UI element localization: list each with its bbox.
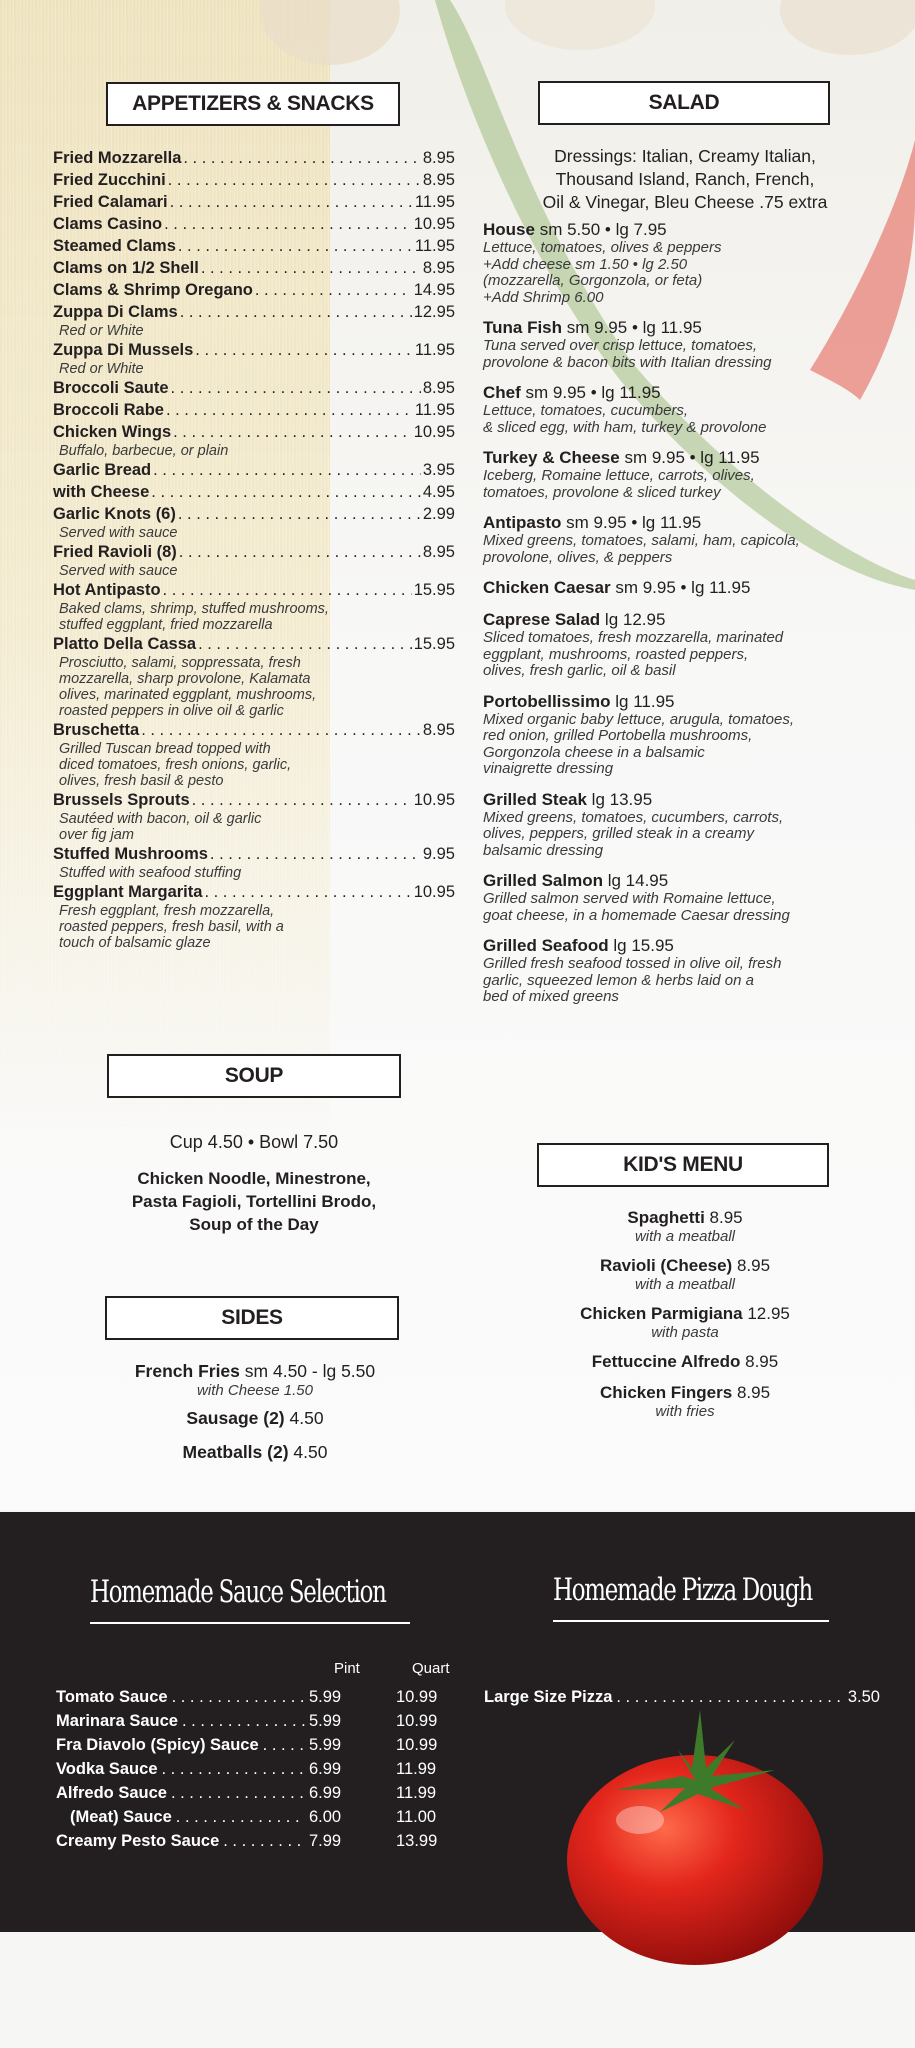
salad-name: Caprese Salad	[483, 610, 601, 629]
appetizer-name: Chicken Wings	[53, 423, 172, 441]
kids-name: Spaghetti	[627, 1208, 705, 1227]
sauce-name: Tomato Sauce	[56, 1688, 168, 1706]
sauce-list	[56, 1685, 456, 1853]
salad-price: lg 14.95	[607, 871, 669, 890]
appetizer-name: Garlic Knots (6)	[53, 505, 176, 523]
salad-dressings: Dressings: Italian, Creamy Italian, Thousand Island, Ranch, French, Oil & Vinegar, Bleu Cheese .75 extra	[542, 146, 828, 212]
appetizer-desc: Served with sauce	[59, 563, 178, 579]
appetizer-leader-dots	[164, 213, 412, 235]
sauce-col-pint: Pint	[334, 1660, 360, 1677]
soup-list: Chicken Noodle, Minestrone, Pasta Fagioli, Tortellini Brodo, Soup of the Day	[131, 1169, 377, 1234]
appetizer-item	[53, 633, 455, 719]
salad-price: sm 9.95 • lg 11.95	[566, 513, 702, 532]
appetizer-leader-dots	[166, 399, 413, 421]
salad-header: SALAD	[538, 81, 830, 125]
appetizer-item	[53, 399, 455, 421]
appetizer-item	[53, 719, 455, 789]
appetizer-desc: Fresh eggplant, fresh mozzarella, roasted peppers, fresh basil, with a touch of balsamic glaze	[59, 903, 284, 951]
appetizer-desc: Red or White	[59, 361, 144, 377]
sauce-row	[56, 1733, 456, 1757]
sauce-quart-price: 11.00	[396, 1808, 437, 1826]
sauce-quart-price: 11.99	[396, 1784, 437, 1802]
kids-name: Ravioli (Cheese)	[599, 1256, 733, 1275]
salad-item	[483, 577, 903, 598]
sauce-pint-price: 5.99	[309, 1712, 342, 1730]
salad-item	[483, 382, 903, 436]
appetizer-name: Fried Mozzarella	[53, 149, 182, 167]
kids-item	[520, 1255, 850, 1293]
salad-name: Antipasto	[483, 513, 562, 532]
kids-title	[520, 1207, 850, 1228]
appetizer-row	[53, 541, 455, 563]
appetizer-leader-dots	[153, 459, 421, 481]
salad-title	[483, 219, 903, 240]
sauce-pint-price: 5.99	[309, 1736, 342, 1754]
sauce-name: Fra Diavolo (Spicy) Sauce	[56, 1736, 259, 1754]
appetizer-price: 15.95	[413, 581, 455, 599]
appetizers-list	[53, 147, 455, 951]
pizza-row	[484, 1685, 880, 1709]
salad-price: sm 9.95 • lg 11.95	[624, 448, 760, 467]
appetizer-item	[53, 459, 455, 481]
sauce-row	[56, 1781, 456, 1805]
sides-sausage	[60, 1407, 450, 1429]
salad-price: sm 9.95 • lg 11.95	[615, 578, 751, 597]
sides-fries-sub: with Cheese 1.50	[197, 1382, 313, 1399]
kids-price: 8.95	[745, 1352, 779, 1371]
appetizers-header: APPETIZERS & SNACKS	[106, 82, 400, 126]
appetizer-price: 10.95	[413, 423, 455, 441]
appetizer-leader-dots	[198, 633, 412, 655]
appetizer-name: Fried Zucchini	[53, 171, 166, 189]
salad-title	[483, 609, 903, 630]
salad-title	[483, 691, 903, 712]
appetizer-desc: Buffalo, barbecue, or plain	[59, 443, 229, 459]
salad-desc: Iceberg, Romaine lettuce, carrots, olives, tomatoes, provolone & sliced turkey	[483, 467, 755, 501]
sauce-row	[56, 1709, 456, 1733]
salad-desc: Mixed greens, tomatoes, salami, ham, capicola, provolone, olives, & peppers	[483, 532, 800, 566]
appetizer-name: Eggplant Margarita	[53, 883, 203, 901]
appetizer-leader-dots	[180, 301, 412, 323]
appetizer-desc: Prosciutto, salami, soppressata, fresh mozzarella, sharp provolone, Kalamata olives, marinated eggplant, mushrooms, roasted peppers in olive oil & garlic	[59, 655, 317, 719]
salad-desc: Mixed greens, tomatoes, cucumbers, carrots, olives, peppers, grilled steak in a creamy balsamic dressing	[483, 808, 784, 859]
appetizer-item	[53, 421, 455, 459]
sides-meatballs-price: 4.50	[293, 1442, 328, 1462]
appetizer-item	[53, 301, 455, 339]
appetizer-item	[53, 257, 455, 279]
appetizer-leader-dots	[163, 579, 412, 601]
sauce-pint-price: 5.99	[309, 1688, 342, 1706]
salad-name: Portobellissimo	[483, 691, 611, 711]
kids-price: 12.95	[747, 1304, 790, 1323]
appetizer-name: with Cheese	[53, 483, 150, 501]
appetizer-item	[53, 579, 455, 633]
sauce-title: Homemade Sauce Selection	[90, 1574, 386, 1610]
appetizer-row	[53, 843, 455, 865]
appetizer-row	[53, 377, 455, 399]
appetizer-row	[53, 579, 455, 601]
kids-item	[520, 1382, 850, 1420]
kids-item	[520, 1351, 850, 1372]
salad-desc: Lettuce, tomatoes, olives & peppers +Add cheese sm 1.50 • lg 2.50 (mozzarella, Gorgonzola, or feta) +Add Shrimp 6.00	[483, 239, 722, 306]
salad-item	[483, 512, 903, 566]
appetizer-name: Fried Calamari	[53, 193, 168, 211]
sauce-leader-dots	[176, 1805, 305, 1829]
sauce-name: Marinara Sauce	[56, 1712, 178, 1730]
appetizer-name: Clams & Shrimp Oregano	[53, 281, 253, 299]
appetizer-item	[53, 843, 455, 881]
appetizer-name: Fried Ravioli (8)	[53, 543, 177, 561]
appetizer-price: 2.99	[422, 505, 455, 523]
appetizer-desc: Stuffed with seafood stuffing	[59, 865, 242, 881]
salad-item	[483, 691, 903, 778]
pizza-item-name: Large Size Pizza	[484, 1688, 613, 1706]
appetizer-leader-dots	[178, 503, 421, 525]
appetizer-leader-dots	[168, 169, 421, 191]
salad-price: lg 15.95	[613, 936, 674, 955]
salad-desc: Lettuce, tomatoes, cucumbers, & sliced egg, with ham, turkey & provolone	[483, 402, 767, 436]
salad-price: sm 9.95 • lg 11.95	[525, 383, 661, 402]
salad-name: Turkey & Cheese	[483, 448, 620, 467]
salad-name: Grilled Steak	[483, 789, 587, 809]
salad-price: lg 12.95	[604, 610, 666, 629]
appetizer-name: Hot Antipasto	[53, 581, 161, 599]
sauce-quart-price: 11.99	[396, 1760, 437, 1778]
salad-desc: Tuna served over crisp lettuce, tomatoes, provolone & bacon bits with Italian dressing	[483, 337, 772, 371]
appetizer-item	[53, 339, 455, 377]
appetizer-row	[53, 399, 455, 421]
appetizer-item	[53, 377, 455, 399]
appetizer-desc: Grilled Tuscan bread topped with diced tomatoes, fresh onions, garlic, olives, fresh basil & pesto	[59, 741, 292, 789]
kids-title	[520, 1351, 850, 1372]
salad-title	[483, 577, 903, 598]
sauce-leader-dots	[223, 1829, 305, 1853]
appetizer-row	[53, 503, 455, 525]
pizza-list	[484, 1685, 880, 1709]
appetizer-leader-dots	[178, 235, 413, 257]
sauce-leader-dots	[171, 1781, 305, 1805]
soup-header: SOUP	[107, 1054, 401, 1098]
appetizer-row	[53, 301, 455, 323]
appetizer-name: Brussels Sprouts	[53, 791, 190, 809]
sauce-pint-price: 6.00	[309, 1808, 342, 1826]
kids-sub: with a meatball	[634, 1276, 736, 1293]
appetizer-item	[53, 169, 455, 191]
appetizer-name: Steamed Clams	[53, 237, 176, 255]
appetizer-row	[53, 719, 455, 741]
salad-name: Chicken Caesar	[483, 578, 611, 597]
appetizer-price: 15.95	[413, 635, 455, 653]
appetizer-item	[53, 147, 455, 169]
sauce-quart-price: 10.99	[396, 1688, 438, 1706]
sauce-pint-price: 6.99	[309, 1784, 342, 1802]
kids-price: 8.95	[736, 1383, 771, 1402]
appetizer-leader-dots	[173, 421, 412, 443]
appetizer-leader-dots	[151, 481, 421, 503]
appetizer-item	[53, 279, 455, 301]
appetizer-price: 14.95	[413, 281, 455, 299]
appetizer-row	[53, 257, 455, 279]
sauce-row	[56, 1685, 456, 1709]
kids-name: Chicken Parmigiana	[580, 1304, 743, 1323]
appetizer-row	[53, 421, 455, 443]
kids-title	[520, 1303, 850, 1324]
appetizer-name: Zuppa Di Clams	[53, 303, 178, 321]
salad-title	[483, 935, 903, 956]
kids-name: Chicken Fingers	[599, 1383, 733, 1402]
salad-item	[483, 609, 903, 680]
appetizer-leader-dots	[195, 339, 413, 361]
sauce-quart-price: 10.99	[396, 1736, 438, 1754]
sauce-name: Creamy Pesto Sauce	[56, 1832, 220, 1850]
pizza-title-underline	[553, 1620, 829, 1622]
sauce-leader-dots	[172, 1685, 305, 1709]
tomato-image	[560, 1710, 830, 1970]
salad-item	[483, 870, 903, 924]
appetizer-desc: Baked clams, shrimp, stuffed mushrooms, stuffed eggplant, fried mozzarella	[59, 601, 329, 633]
appetizer-price: 4.95	[422, 483, 455, 501]
sides-fries	[60, 1360, 450, 1382]
salad-title	[483, 789, 903, 810]
appetizer-leader-dots	[210, 843, 421, 865]
appetizer-name: Clams Casino	[53, 215, 163, 233]
appetizer-row	[53, 235, 455, 257]
salad-item	[483, 789, 903, 860]
appetizer-item	[53, 881, 455, 951]
appetizer-row	[53, 147, 455, 169]
salad-desc: Grilled salmon served with Romaine lettuce, goat cheese, in a homemade Caesar dressing	[483, 890, 790, 924]
appetizer-price: 8.95	[422, 543, 455, 561]
appetizer-row	[53, 191, 455, 213]
appetizer-row	[53, 481, 455, 503]
appetizer-price: 11.95	[414, 193, 455, 211]
salad-item	[483, 935, 903, 1006]
appetizer-price: 8.95	[422, 379, 455, 397]
kids-sub: with fries	[655, 1403, 715, 1420]
salad-price: lg 13.95	[591, 789, 653, 809]
appetizer-leader-dots	[192, 789, 412, 811]
sauce-pint-price: 6.99	[309, 1760, 342, 1778]
salad-title	[483, 870, 903, 891]
appetizer-row	[53, 169, 455, 191]
appetizer-leader-dots	[255, 279, 412, 301]
sauce-name: Alfredo Sauce	[56, 1784, 167, 1802]
appetizer-item	[53, 213, 455, 235]
appetizer-leader-dots	[201, 257, 421, 279]
appetizer-row	[53, 789, 455, 811]
appetizer-desc: Sautéed with bacon, oil & garlic over fig jam	[59, 811, 262, 843]
sides-header: SIDES	[105, 1296, 399, 1340]
pizza-title: Homemade Pizza Dough	[553, 1572, 812, 1608]
kids-header: KID'S MENU	[537, 1143, 829, 1187]
salad-title	[483, 447, 903, 468]
salad-title	[483, 382, 903, 403]
appetizer-name: Clams on 1/2 Shell	[53, 259, 199, 277]
appetizer-price: 3.95	[422, 461, 455, 479]
appetizer-name: Garlic Bread	[53, 461, 152, 479]
appetizer-row	[53, 633, 455, 655]
salad-price: lg 11.95	[615, 691, 675, 711]
kids-price: 8.95	[736, 1256, 771, 1275]
appetizer-item	[53, 481, 455, 503]
salad-desc: Grilled fresh seafood tossed in olive oil, fresh garlic, squeezed lemon & herbs laid on a bed of mixed greens	[483, 955, 782, 1005]
appetizer-price: 11.95	[414, 341, 455, 359]
appetizer-leader-dots	[170, 191, 413, 213]
salad-desc: Mixed organic baby lettuce, arugula, tomatoes, red onion, grilled Portobella mushrooms, Gorgonzola cheese in a balsamic vinaigrette dressing	[483, 710, 795, 777]
appetizer-price: 8.95	[422, 259, 455, 277]
sauce-name: (Meat) Sauce	[70, 1808, 172, 1826]
sauce-quart-price: 13.99	[396, 1832, 438, 1850]
kids-title	[520, 1255, 850, 1276]
appetizer-price: 9.95	[422, 845, 455, 863]
sauce-row	[56, 1757, 456, 1781]
appetizer-price: 10.95	[413, 883, 455, 901]
salad-name: Chef	[483, 383, 521, 402]
appetizer-desc: Red or White	[59, 323, 144, 339]
salad-list	[483, 219, 903, 1017]
appetizer-price: 8.95	[422, 149, 455, 167]
salad-desc: Sliced tomatoes, fresh mozzarella, marinated eggplant, mushrooms, roasted peppers, olives, fresh garlic, oil & basil	[483, 629, 784, 679]
appetizer-item	[53, 541, 455, 579]
kids-sub: with pasta	[651, 1324, 719, 1341]
salad-item	[483, 447, 903, 501]
sides-fries-price: sm 4.50 - lg 5.50	[244, 1361, 376, 1381]
appetizer-row	[53, 339, 455, 361]
appetizer-name: Broccoli Saute	[53, 379, 169, 397]
appetizer-price: 10.95	[413, 215, 455, 233]
sauce-quart-price: 10.99	[396, 1712, 438, 1730]
appetizer-name: Zuppa Di Mussels	[53, 341, 194, 359]
sauce-col-quart: Quart	[412, 1660, 450, 1677]
appetizer-leader-dots	[183, 147, 421, 169]
kids-sub: with a meatball	[634, 1228, 736, 1245]
appetizer-name: Bruschetta	[53, 721, 140, 739]
salad-name: Tuna Fish	[483, 318, 563, 337]
salad-title	[483, 317, 903, 338]
kids-title	[520, 1382, 850, 1403]
appetizer-item	[53, 191, 455, 213]
sides-list	[60, 1360, 450, 1463]
appetizer-price: 8.95	[422, 721, 455, 739]
sides-meatballs	[60, 1441, 450, 1463]
appetizer-leader-dots	[204, 881, 411, 903]
appetizer-leader-dots	[179, 541, 421, 563]
sides-sausage-name: Sausage (2)	[186, 1408, 285, 1428]
appetizer-desc: Served with sauce	[59, 525, 178, 541]
sauce-leader-dots	[162, 1757, 306, 1781]
sauce-pint-price: 7.99	[309, 1832, 342, 1850]
sides-sausage-price: 4.50	[289, 1408, 324, 1428]
sides-fries-name: French Fries	[134, 1361, 240, 1381]
sauce-name: Vodka Sauce	[56, 1760, 158, 1778]
appetizer-price: 10.95	[413, 791, 455, 809]
salad-item	[483, 317, 903, 371]
kids-item	[520, 1207, 850, 1245]
sauce-leader-dots	[182, 1709, 305, 1733]
appetizer-leader-dots	[171, 377, 421, 399]
salad-name: House	[483, 220, 535, 239]
pizza-leader-dots	[616, 1685, 843, 1709]
appetizer-name: Stuffed Mushrooms	[53, 845, 208, 863]
appetizer-name: Platto Della Cassa	[53, 635, 197, 653]
salad-price: sm 9.95 • lg 11.95	[566, 318, 702, 337]
appetizer-price: 11.95	[414, 401, 455, 419]
appetizer-row	[53, 459, 455, 481]
appetizer-item	[53, 789, 455, 843]
sauce-row	[56, 1829, 456, 1853]
sauce-leader-dots	[263, 1733, 305, 1757]
salad-name: Grilled Salmon	[483, 871, 603, 890]
appetizer-item	[53, 503, 455, 541]
kids-price: 8.95	[709, 1208, 743, 1227]
appetizer-row	[53, 881, 455, 903]
sides-meatballs-name: Meatballs (2)	[182, 1442, 289, 1462]
soup-sizes: Cup 4.50 • Bowl 7.50	[169, 1132, 339, 1152]
appetizer-row	[53, 279, 455, 301]
sauce-row	[56, 1805, 456, 1829]
appetizer-price: 12.95	[413, 303, 455, 321]
appetizer-leader-dots	[141, 719, 421, 741]
kids-name: Fettuccine Alfredo	[591, 1352, 741, 1371]
salad-name: Grilled Seafood	[483, 936, 609, 955]
salad-item	[483, 219, 903, 306]
kids-item	[520, 1303, 850, 1341]
salad-title	[483, 512, 903, 533]
appetizer-price: 11.95	[414, 237, 455, 255]
sauce-title-underline	[90, 1622, 410, 1624]
appetizer-row	[53, 213, 455, 235]
appetizer-item	[53, 235, 455, 257]
appetizer-name: Broccoli Rabe	[53, 401, 164, 419]
salad-price: sm 5.50 • lg 7.95	[539, 220, 667, 239]
pizza-item-price: 3.50	[847, 1688, 880, 1706]
appetizer-price: 8.95	[422, 171, 455, 189]
kids-list	[520, 1207, 850, 1430]
